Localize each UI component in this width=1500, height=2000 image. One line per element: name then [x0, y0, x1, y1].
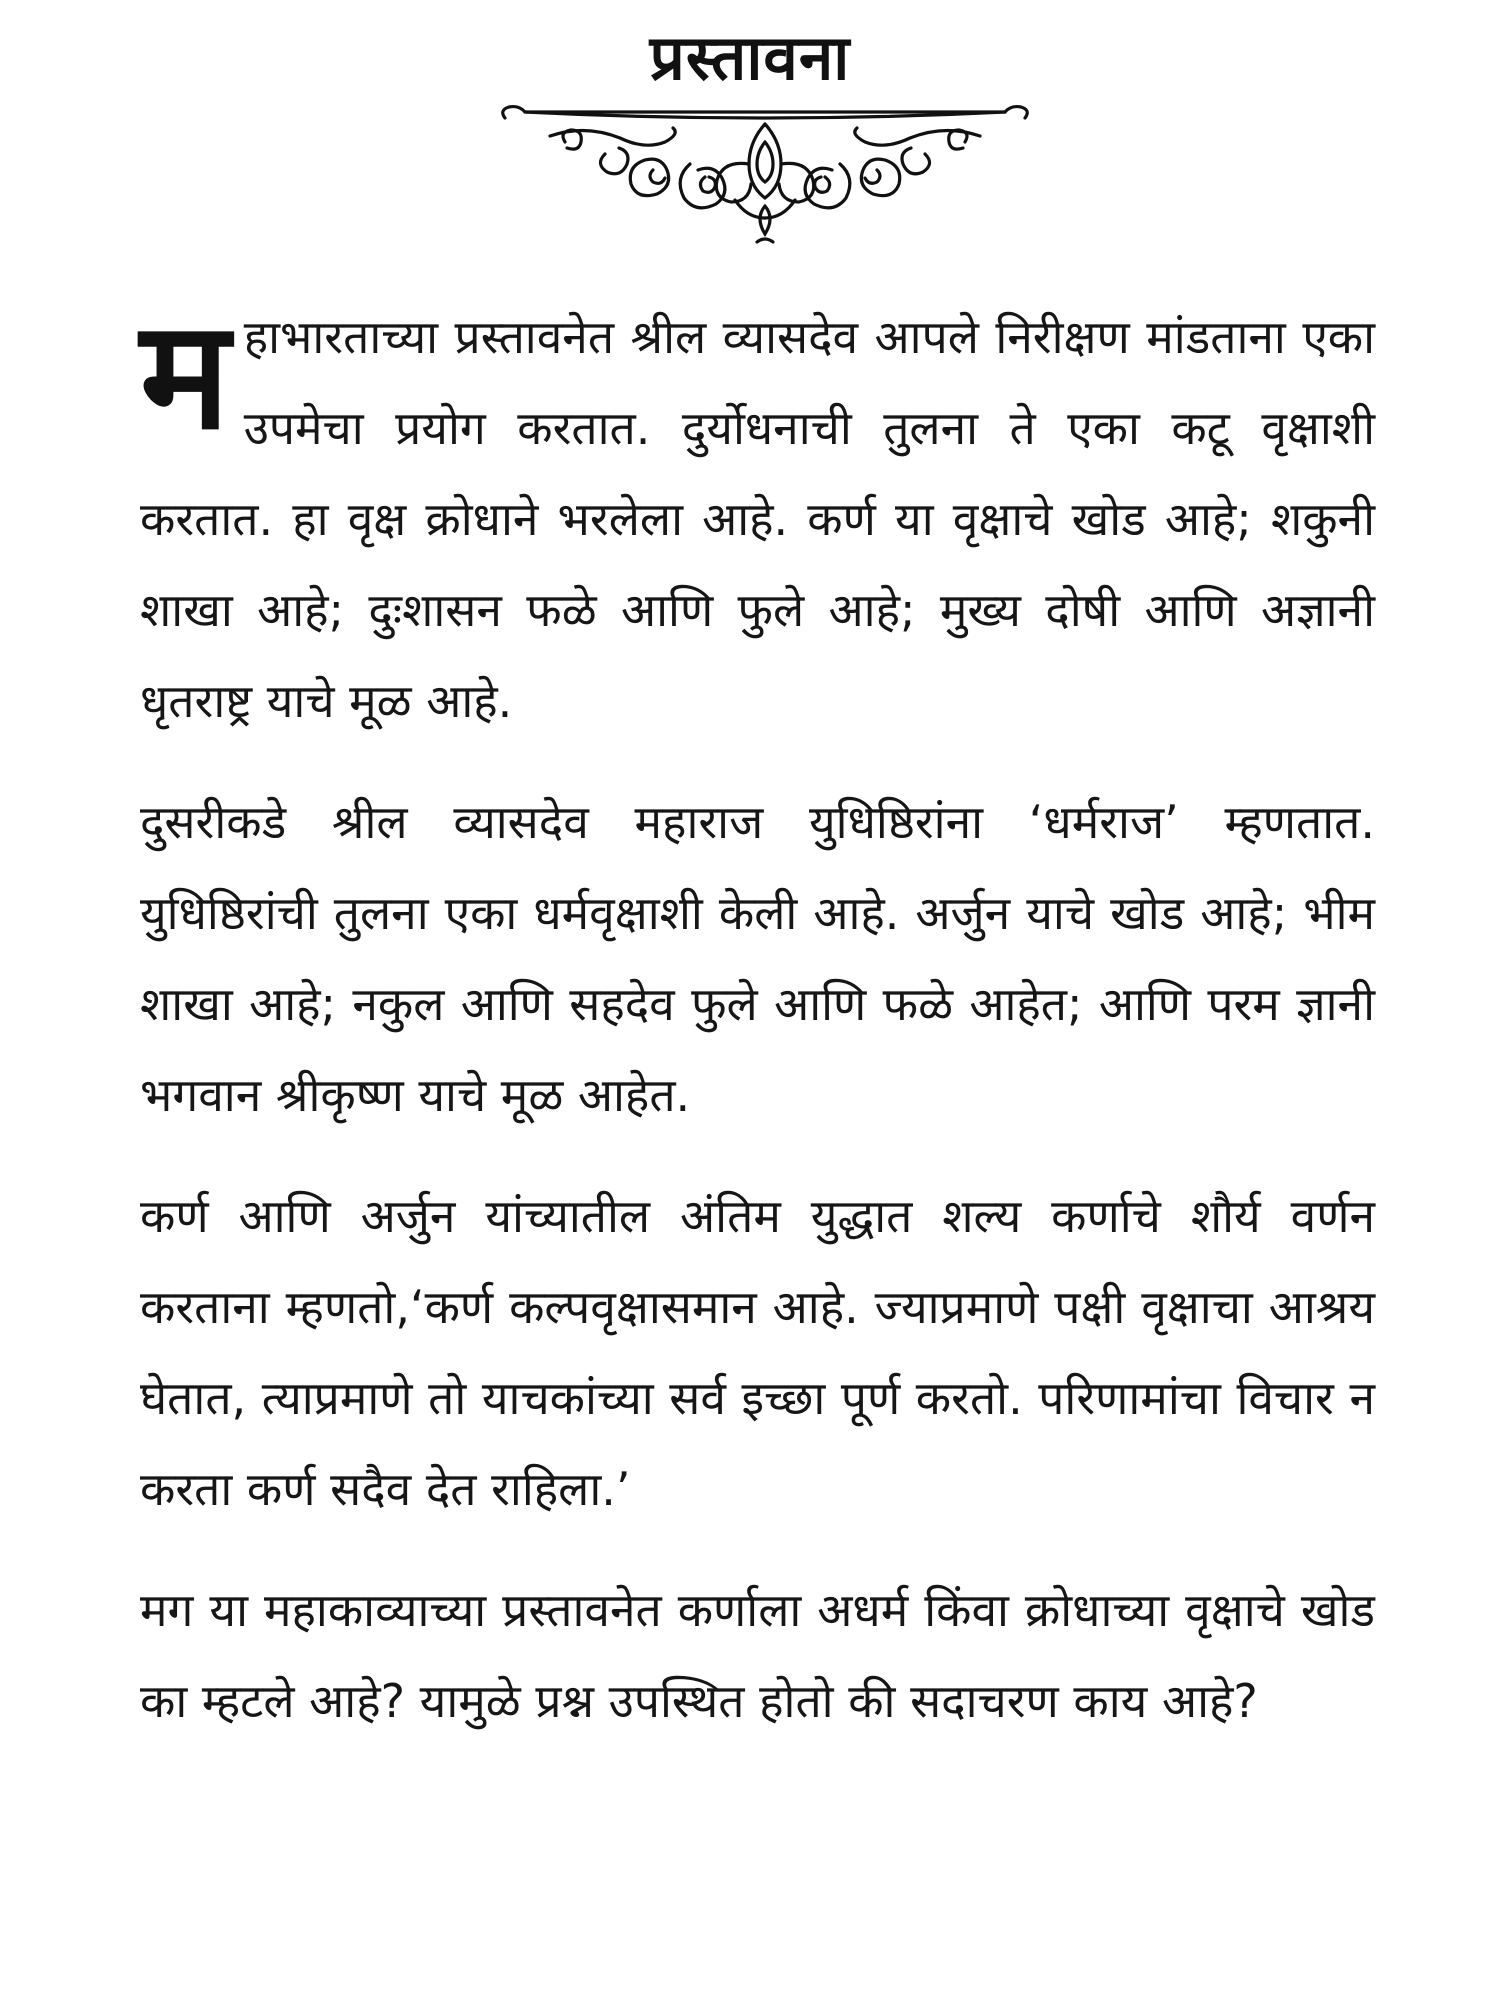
- paragraph-1: [140, 287, 1375, 747]
- main-text: [140, 287, 1375, 1777]
- ornamental-flourish-icon: [495, 102, 1035, 247]
- paragraph-4: मग या महाकाव्याच्या प्रस्तावनेत कर्णाला अधर्म किंवा क्रोधाच्या वृक्षाचे खोड का म्हटले आहे? यामुळे प्रश्न उपस्थित होतो की सदाचरण काय आहे?: [140, 1583, 1375, 1728]
- drop-cap: म: [140, 287, 230, 463]
- paragraph-1-text: हाभारताच्या प्रस्तावनेत श्रील व्यासदेव आपले निरीक्षण मांडताना एका उपमेचा प्रयोग करतात. दुर्योधनाची तुलना ते एका कटू वृक्षाशी करतात. हा वृक्ष क्रोधाने भरलेला आहे. कर्ण या वृक्षाचे खोड आहे; शकुनी शाखा आहे; दुःशासन फळे आणि फुले आहे; मुख्य दोषी आणि अज्ञानी धृतराष्ट्र याचे मूळ आहे.: [140, 310, 1375, 728]
- page-title: प्रस्तावना: [649, 21, 851, 94]
- paragraph-2: दुसरीकडे श्रील व्यासदेव महाराज युधिष्ठिरांना ‘धर्मराज’ म्हणतात. युधिष्ठिरांची तुलना एका धर्मवृक्षाशी केली आहे. अर्जुन याचे खोड आहे; भीम शाखा आहे; नकुल आणि सहदेव फुले आणि फळे आहेत; आणि परम ज्ञानी भगवान श्रीकृष्ण याचे मूळ आहेत.: [140, 795, 1375, 1122]
- paragraph-3: कर्ण आणि अर्जुन यांच्यातील अंतिम युद्धात शल्य कर्णाचे शौर्य वर्णन करताना म्हणतो,‘कर्ण कल्पवृक्षासमान आहे. ज्याप्रमाणे पक्षी वृक्षाचा आश्रय घेतात, त्याप्रमाणे तो याचकांच्या सर्व इच्छा पूर्ण करतो. परिणामांचा विचार न करता कर्ण सदैव देत राहिला.’: [140, 1189, 1375, 1516]
